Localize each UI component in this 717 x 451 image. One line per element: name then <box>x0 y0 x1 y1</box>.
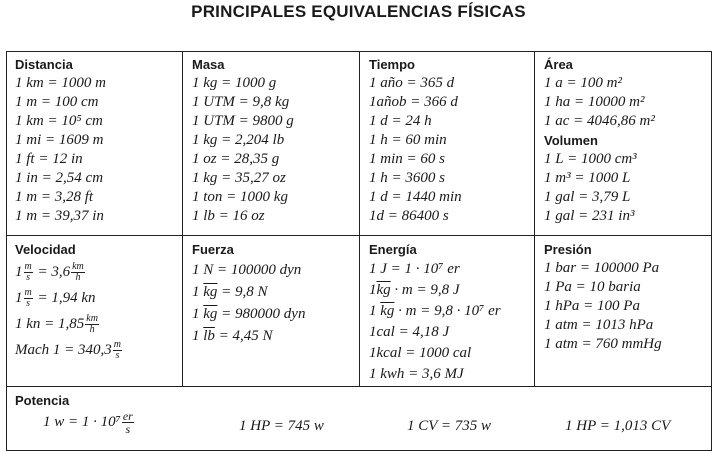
presion-row: 1 hPa = 100 Pa <box>544 298 640 314</box>
fuerza-text: 1 <box>192 306 204 322</box>
area-row: 1 ha = 10000 m² <box>544 94 645 110</box>
fraction-numerator: km <box>86 313 98 325</box>
fuerza-text: = 4,45 N <box>214 328 273 344</box>
energia-text: 1 <box>369 303 381 319</box>
fraction-numerator: m <box>113 339 122 351</box>
energia-text: · m = 9,8 J <box>390 282 460 298</box>
velocidad-row <box>15 259 182 285</box>
fuerza-text: 1 <box>192 328 204 344</box>
presion-row: 1 Pa = 10 baria <box>544 279 641 295</box>
fuerza-row: 1 N = 100000 dyn <box>192 262 302 278</box>
fraction-numerator: km <box>72 261 84 273</box>
fraction <box>24 288 33 309</box>
fuerza-cell <box>184 237 359 347</box>
area-volumen-cell <box>536 52 711 226</box>
velocidad-row <box>15 311 182 337</box>
distancia-row: 1 m = 39,37 in <box>15 208 104 224</box>
masa-row: 1 kg = 1000 g <box>192 75 277 91</box>
energia-row: 1 J = 1 · 10⁷ er <box>369 261 460 277</box>
velocidad-text: 1 <box>15 264 23 280</box>
volumen-row: 1 L = 1000 cm³ <box>544 151 637 167</box>
velocidad-text: Mach 1 = 340,3 <box>15 342 112 358</box>
presion-cell <box>536 237 711 354</box>
potencia-item: 1 HP = 1,013 CV <box>565 418 671 434</box>
column-divider <box>359 52 360 387</box>
energia-text: 1 <box>369 282 377 298</box>
energia-row <box>369 280 534 301</box>
energia-row: 1 kwh = 3,6 MJ <box>369 366 464 382</box>
distancia-row: 1 m = 3,28 ft <box>15 189 94 205</box>
fraction-denominator: h <box>89 324 95 336</box>
column-divider <box>534 52 535 387</box>
velocidad-row <box>15 285 182 311</box>
potencia-header: Potencia <box>15 393 70 408</box>
distancia-row: 1 mi = 1609 m <box>15 132 104 148</box>
masa-row: 1 oz = 28,35 g <box>192 151 280 167</box>
presion-row: 1 atm = 1013 hPa <box>544 317 654 333</box>
presion-header: Presión <box>544 242 592 257</box>
area-row: 1 a = 100 m² <box>544 75 622 91</box>
velocidad-cell <box>7 237 182 363</box>
masa-row: 1 ton = 1000 kg <box>192 189 288 205</box>
energia-text: · m = 9,8 · 10⁷ er <box>394 303 501 319</box>
area-row: 1 ac = 4046,86 m² <box>544 113 655 129</box>
fuerza-text: 1 <box>192 284 204 300</box>
fraction <box>71 262 85 283</box>
masa-row: 1 UTM = 9,8 kg <box>192 94 290 110</box>
column-divider <box>182 52 183 387</box>
fuerza-header: Fuerza <box>192 242 234 257</box>
equivalences-table <box>6 51 712 451</box>
fraction <box>113 340 122 361</box>
velocidad-text: = 1,94 kn <box>33 290 96 306</box>
tiempo-row: 1d = 86400 s <box>369 208 449 224</box>
fuerza-text: = 980000 dyn <box>217 306 306 322</box>
tiempo-row: 1 h = 60 min <box>369 132 447 148</box>
tiempo-row: 1 h = 3600 s <box>369 170 445 186</box>
volumen-header: Volumen <box>544 133 598 148</box>
vector-unit: $\overline{kg}$ <box>203 306 218 322</box>
page-title: PRINCIPALES EQUIVALENCIAS FÍSICAS <box>191 2 526 21</box>
velocidad-text: 1 kn = 1,85 <box>15 316 85 332</box>
velocidad-text: 1 <box>15 290 23 306</box>
vector-unit: $\overline{lb}$ <box>203 328 215 344</box>
presion-row: 1 atm = 760 mmHg <box>544 336 662 352</box>
fraction-numerator: m <box>24 261 32 273</box>
distancia-row: 1 ft = 12 in <box>15 151 83 167</box>
potencia-item <box>43 410 135 435</box>
fraction-denominator: s <box>125 422 131 436</box>
tiempo-row: 1 min = 60 s <box>369 151 445 167</box>
fraction-denominator: s <box>26 298 31 310</box>
energia-cell <box>361 237 534 385</box>
masa-row: 1 lb = 16 oz <box>192 208 265 224</box>
energia-row: 1cal = 4,18 J <box>369 324 450 340</box>
velocidad-text: = 3,6 <box>33 264 71 280</box>
potencia-item: 1 CV = 735 w <box>407 418 492 434</box>
fuerza-row <box>192 303 359 325</box>
fraction-numerator: m <box>24 287 32 299</box>
vector-unit: $\overline{kg}$ <box>203 284 218 300</box>
potencia-text: 1 w = 1 · 10⁷ <box>43 413 121 430</box>
fraction-numerator: er <box>122 409 133 423</box>
tiempo-header: Tiempo <box>369 57 415 72</box>
volumen-row: 1 gal = 231 in³ <box>544 208 635 224</box>
volumen-row: 1 gal = 3,79 L <box>544 189 631 205</box>
fraction <box>85 314 99 335</box>
distancia-row: 1 in = 2,54 cm <box>15 170 104 186</box>
distancia-row: 1 km = 10⁵ cm <box>15 113 103 129</box>
fraction-denominator: s <box>26 272 31 284</box>
tiempo-row: 1añob = 366 d <box>369 94 458 110</box>
fraction-denominator: h <box>75 272 81 284</box>
row-divider <box>7 235 711 236</box>
tiempo-cell <box>361 52 534 226</box>
distancia-cell <box>7 52 182 226</box>
potencia-cell <box>7 388 711 410</box>
energia-row: 1kcal = 1000 cal <box>369 345 472 361</box>
tiempo-row: 1 d = 1440 min <box>369 189 462 205</box>
fraction <box>24 262 33 283</box>
masa-row: 1 kg = 2,204 lb <box>192 132 285 148</box>
row-divider <box>7 386 711 387</box>
energia-row <box>369 301 534 322</box>
masa-row: 1 kg = 35,27 oz <box>192 170 286 186</box>
energia-header: Energía <box>369 242 417 257</box>
vector-unit: $\overline{kg}$ <box>380 303 395 319</box>
fraction-denominator: s <box>115 350 120 362</box>
velocidad-header: Velocidad <box>15 242 76 257</box>
volumen-row: 1 m³ = 1000 L <box>544 170 631 186</box>
distancia-row: 1 km = 1000 m <box>15 75 106 91</box>
presion-row: 1 bar = 100000 Pa <box>544 260 660 276</box>
area-header: Área <box>544 57 573 72</box>
fraction <box>122 410 134 435</box>
fuerza-text: = 9,8 N <box>217 284 268 300</box>
masa-row: 1 UTM = 9800 g <box>192 113 294 129</box>
fuerza-row <box>192 281 359 303</box>
tiempo-row: 1 año = 365 d <box>369 75 455 91</box>
tiempo-row: 1 d = 24 h <box>369 113 432 129</box>
potencia-item: 1 HP = 745 w <box>239 418 324 434</box>
distancia-header: Distancia <box>15 57 73 72</box>
fuerza-row <box>192 325 359 347</box>
distancia-row: 1 m = 100 cm <box>15 94 99 110</box>
velocidad-row <box>15 337 182 363</box>
masa-cell <box>184 52 359 226</box>
vector-unit: $\overline{kg}$ <box>376 282 391 298</box>
masa-header: Masa <box>192 57 225 72</box>
